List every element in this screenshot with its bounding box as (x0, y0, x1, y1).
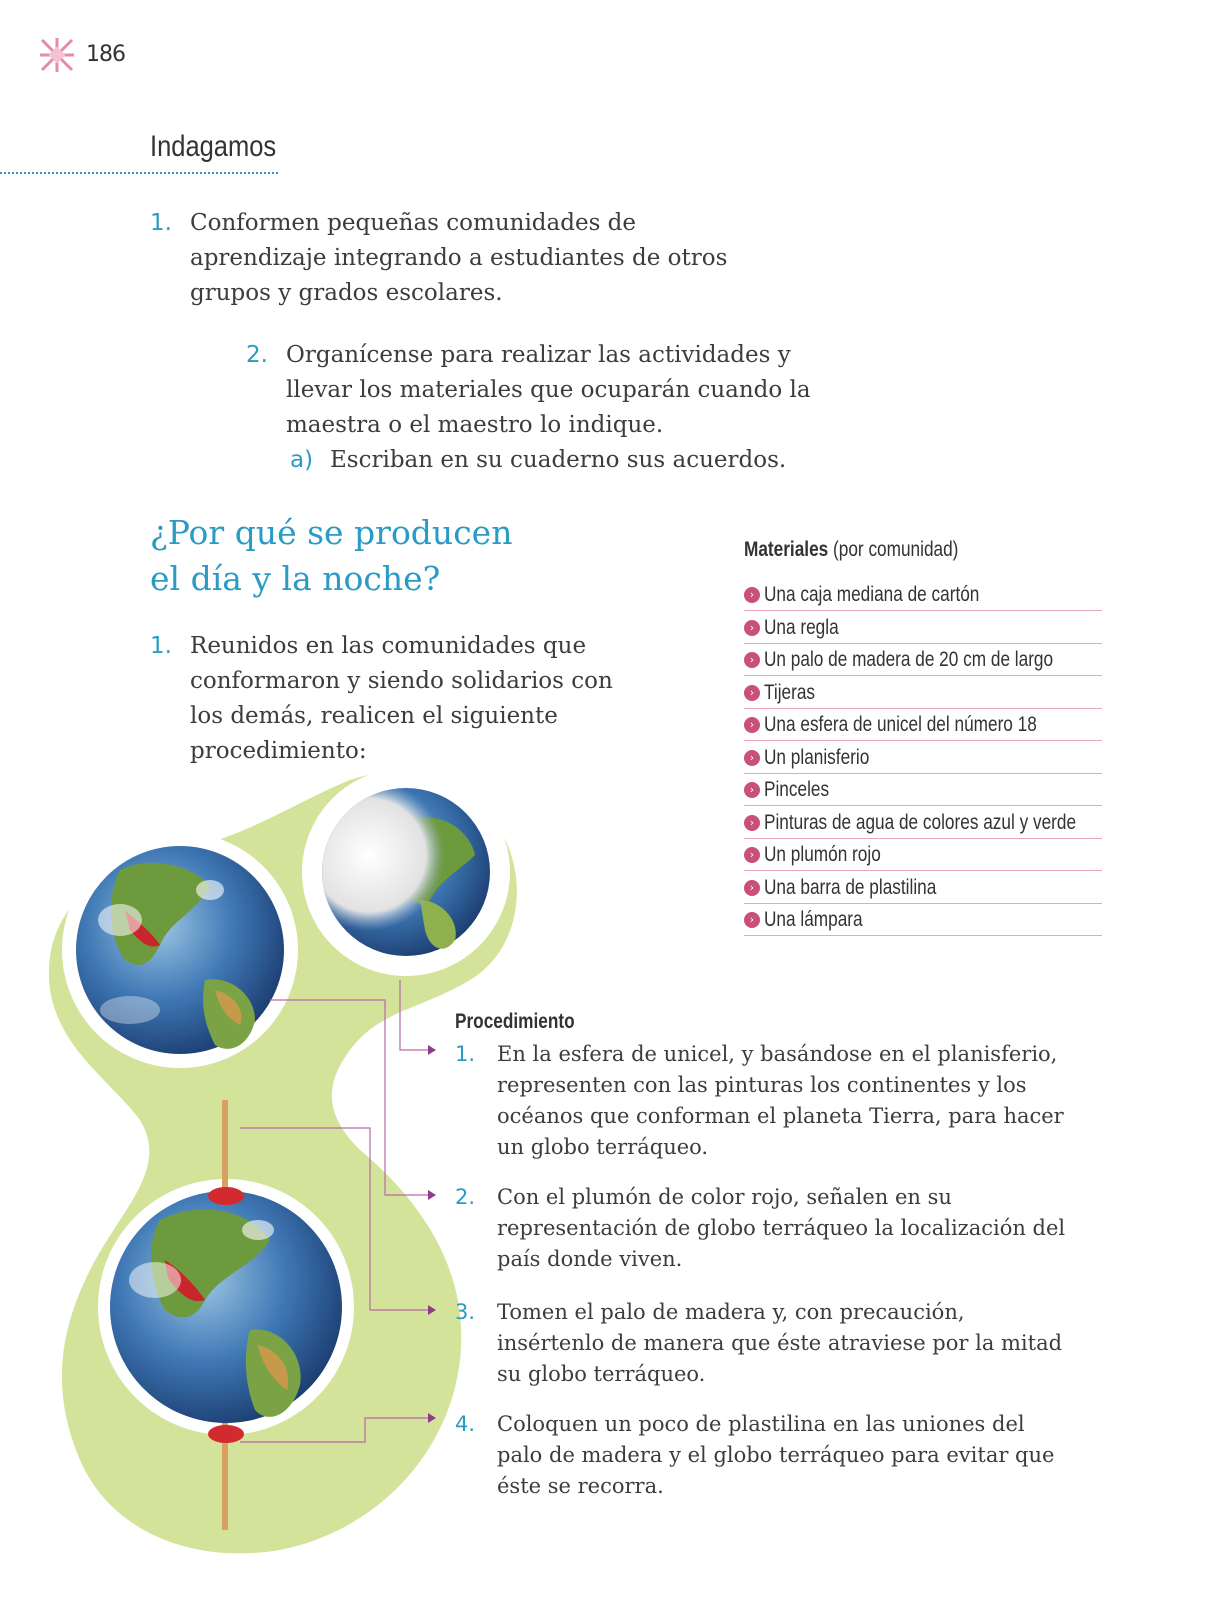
procedure-title: Procedimiento (455, 1010, 575, 1033)
material-label: Pinceles (764, 778, 830, 801)
decorative-star-icon (38, 36, 76, 74)
material-label: Un planisferio (764, 745, 870, 769)
step-number: 4. (455, 1412, 476, 1436)
arrow-bullet-icon: › (744, 717, 760, 733)
material-label: Una regla (764, 615, 839, 639)
intro-substep-a (290, 443, 850, 478)
material-item (744, 710, 1102, 741)
arrow-bullet-icon: › (744, 620, 760, 636)
material-item (744, 808, 1102, 839)
step-text: Reunidos en las comunidades que conformaron y siendo solidarios con los demás, realicen el siguiente procedimiento: (190, 633, 613, 764)
arrow-bullet-icon: › (744, 750, 760, 766)
material-label: Una lámpara (764, 908, 863, 931)
section-title: Indagamos (150, 130, 277, 163)
arrow-bullet-icon: › (744, 587, 760, 603)
arrow-bullet-icon: › (744, 782, 760, 798)
step-number: 1. (455, 1042, 476, 1066)
material-item (744, 580, 1102, 611)
arrow-bullet-icon: › (744, 652, 760, 668)
globe-illustration (0, 770, 520, 1560)
plasticine-top (208, 1187, 244, 1205)
material-label: Una caja mediana de cartón (764, 583, 980, 606)
materials-box (744, 538, 1102, 938)
earth-globe-daynight-icon (322, 788, 490, 956)
procedure-step-2 (455, 1182, 1075, 1275)
step-number: 2. (455, 1185, 476, 1209)
procedure-step-4 (455, 1409, 1075, 1502)
material-label: Un plumón rojo (764, 843, 881, 866)
question-line-2: el día y la noche? (150, 559, 441, 598)
arrow-bullet-icon: › (744, 685, 760, 701)
material-item (744, 613, 1102, 644)
procedure-step-3 (455, 1297, 1075, 1390)
step-text: Con el plumón de color rojo, señalen en su representación de globo terráqueo la localización del país donde viven. (497, 1185, 1066, 1271)
intro-step-2 (246, 338, 836, 443)
materials-heading: Materiales (744, 538, 829, 561)
materials-list (744, 580, 1102, 936)
step-text: Tomen el palo de madera y, con precaución, insértenlo de manera que éste atraviese por la mitad su globo terráqueo. (497, 1300, 1063, 1386)
material-label: Una esfera de unicel del número 18 (764, 713, 1037, 736)
material-item (744, 905, 1102, 936)
earth-globe-icon (76, 846, 284, 1054)
material-item (744, 873, 1102, 904)
material-item (744, 645, 1102, 676)
arrow-bullet-icon: › (744, 912, 760, 928)
arrow-bullet-icon: › (744, 847, 760, 863)
material-label: Pinturas de agua de colores azul y verde (764, 810, 1077, 834)
plasticine-bottom (208, 1425, 244, 1443)
step-letter: a) (290, 447, 314, 473)
procedure-step-1 (455, 1039, 1075, 1163)
step-text: Organícense para realizar las actividades y llevar los materiales que ocuparán cuando la maestra o el maestro lo indique. (286, 342, 811, 438)
step-text: Conformen pequeñas comunidades de aprendizaje integrando a estudiantes de otros grupos y grados escolares. (190, 210, 728, 306)
section-divider (0, 172, 278, 174)
materials-title (744, 538, 1038, 562)
page-number: 186 (86, 42, 125, 67)
step-text: Coloquen un poco de plastilina en las uniones del palo de madera y el globo terráqueo para evitar que éste se recorra. (497, 1412, 1055, 1498)
material-item (744, 743, 1102, 774)
step-text: Escriban en su cuaderno sus acuerdos. (330, 447, 787, 473)
activity-step-1 (150, 629, 630, 769)
materials-subtitle: (por comunidad) (833, 538, 959, 561)
material-label: Tijeras (764, 680, 816, 704)
material-label: Una barra de plastilina (764, 875, 937, 899)
earth-globe-stick-icon (110, 1191, 342, 1423)
arrow-bullet-icon: › (744, 815, 760, 831)
intro-step-1 (150, 206, 770, 311)
arrow-bullet-icon: › (744, 880, 760, 896)
step-number: 1. (150, 210, 172, 236)
step-number: 2. (246, 342, 268, 368)
material-item (744, 678, 1102, 709)
material-item (744, 775, 1102, 806)
material-item (744, 840, 1102, 871)
question-line-1: ¿Por qué se producen (150, 513, 513, 552)
question-heading (150, 510, 570, 602)
material-label: Un palo de madera de 20 cm de largo (764, 648, 1054, 671)
step-number: 3. (455, 1300, 476, 1324)
step-number: 1. (150, 633, 172, 659)
step-text: En la esfera de unicel, y basándose en el planisferio, representen con las pinturas los continentes y los océanos que conforman el planeta Tierra, para hacer un globo terráqueo. (497, 1042, 1064, 1159)
